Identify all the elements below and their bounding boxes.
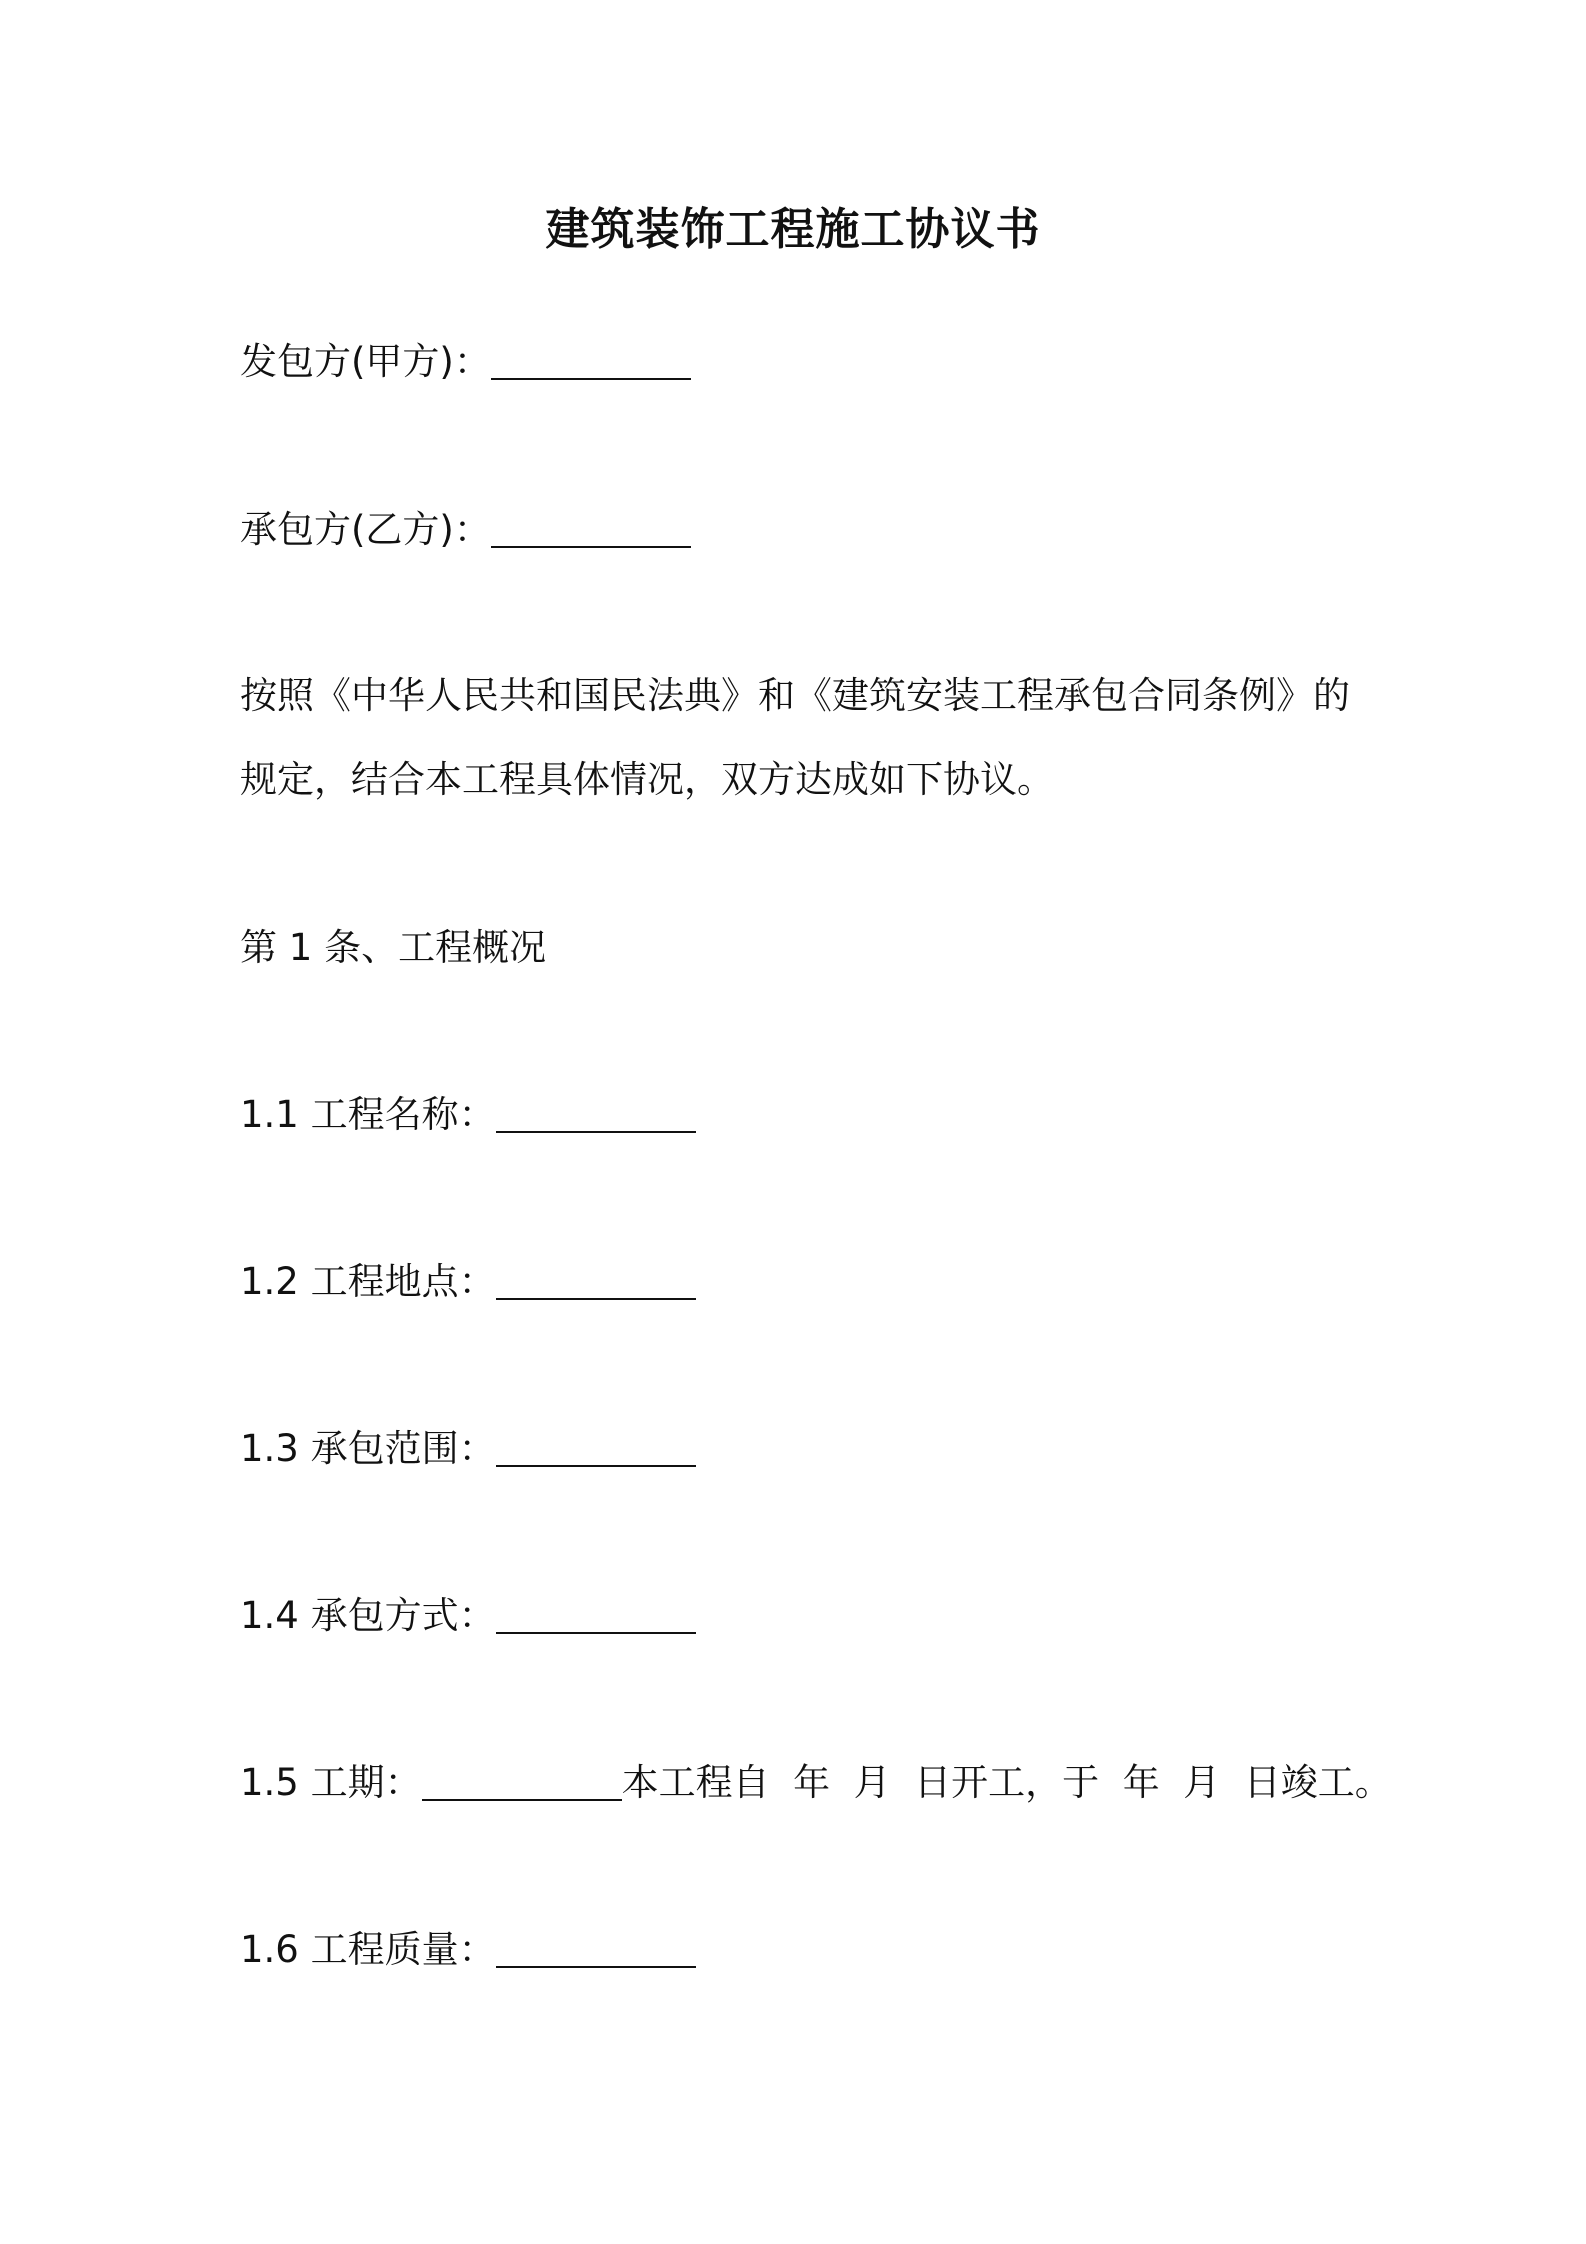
party-a-label: 发包方(甲方)： — [240, 340, 491, 383]
item-1-3-label: 1.3 承包范围： — [240, 1427, 496, 1470]
item-1-6-label: 1.6 工程质量： — [240, 1928, 496, 1971]
preamble-line-2: 规定，结合本工程具体情况，双方达成如下协议。 — [240, 758, 1054, 801]
party-b-blank — [491, 506, 691, 548]
item-1-2-line — [240, 1256, 696, 1308]
party-b-line — [240, 504, 691, 556]
party-b-label: 承包方(乙方)： — [240, 508, 491, 551]
item-1-5-suffix: 本工程自 年 月 日开工，于 年 月 日竣工。 — [621, 1761, 1392, 1804]
item-1-3-blank — [496, 1425, 696, 1467]
item-1-5-label: 1.5 工期： — [240, 1761, 422, 1804]
item-1-6-line — [240, 1924, 696, 1976]
item-1-4-label: 1.4 承包方式： — [240, 1594, 496, 1637]
item-1-1-label: 1.1 工程名称： — [240, 1093, 496, 1136]
document-title: 建筑装饰工程施工协议书 — [545, 204, 1041, 255]
item-1-5-line — [240, 1757, 1392, 1809]
item-1-4-line — [240, 1590, 696, 1642]
item-1-6-blank — [496, 1926, 696, 1968]
item-1-3-line — [240, 1423, 696, 1475]
party-a-line — [240, 336, 691, 388]
item-1-5-blank — [422, 1759, 622, 1801]
preamble-line-1: 按照《中华人民共和国民法典》和《建筑安装工程承包合同条例》的 — [240, 674, 1350, 717]
item-1-2-blank — [496, 1258, 696, 1300]
party-a-blank — [491, 338, 691, 380]
item-1-2-label: 1.2 工程地点： — [240, 1260, 496, 1303]
item-1-1-line — [240, 1089, 696, 1141]
item-1-4-blank — [496, 1592, 696, 1634]
item-1-1-blank — [496, 1091, 696, 1133]
article-1-heading: 第 1 条、工程概况 — [240, 926, 547, 969]
